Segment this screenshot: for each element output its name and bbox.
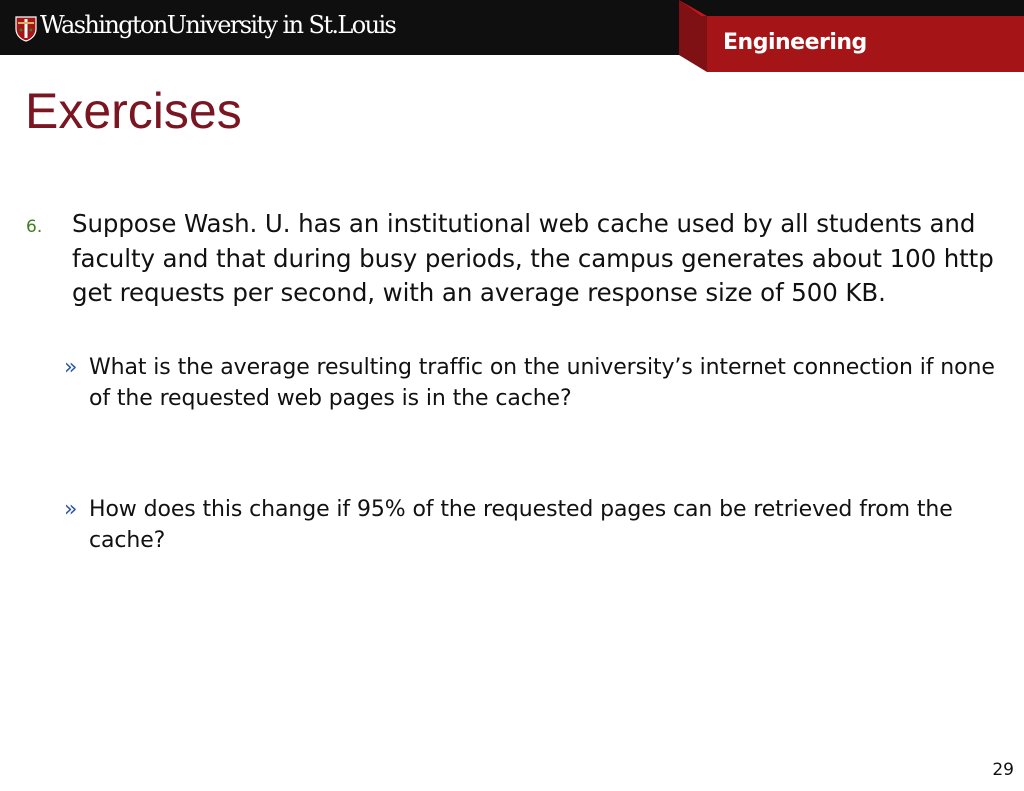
subitem-text: What is the average resulting traffic on the university’s internet connection if none of the requested web pages is in the cache? bbox=[89, 355, 995, 411]
subitem-text: How does this change if 95% of the requested pages can be retrieved from the cache? bbox=[89, 497, 953, 553]
university-shield-icon bbox=[15, 16, 37, 42]
subitem-marker: » bbox=[64, 355, 78, 380]
item-number: 6. bbox=[26, 217, 43, 237]
page-number: 29 bbox=[992, 760, 1014, 780]
item-text: Suppose Wash. U. has an institutional web cache used by all students and faculty and that during busy periods, the campus generates about 100 http get requests per second, with an average response size of 500 KB. bbox=[72, 209, 994, 307]
engineering-label: Engineering bbox=[723, 30, 867, 55]
slide-title: Exercises bbox=[25, 83, 242, 139]
subitem-marker: » bbox=[64, 497, 78, 522]
university-name: WashingtonUniversity in St.Louis bbox=[40, 11, 396, 39]
